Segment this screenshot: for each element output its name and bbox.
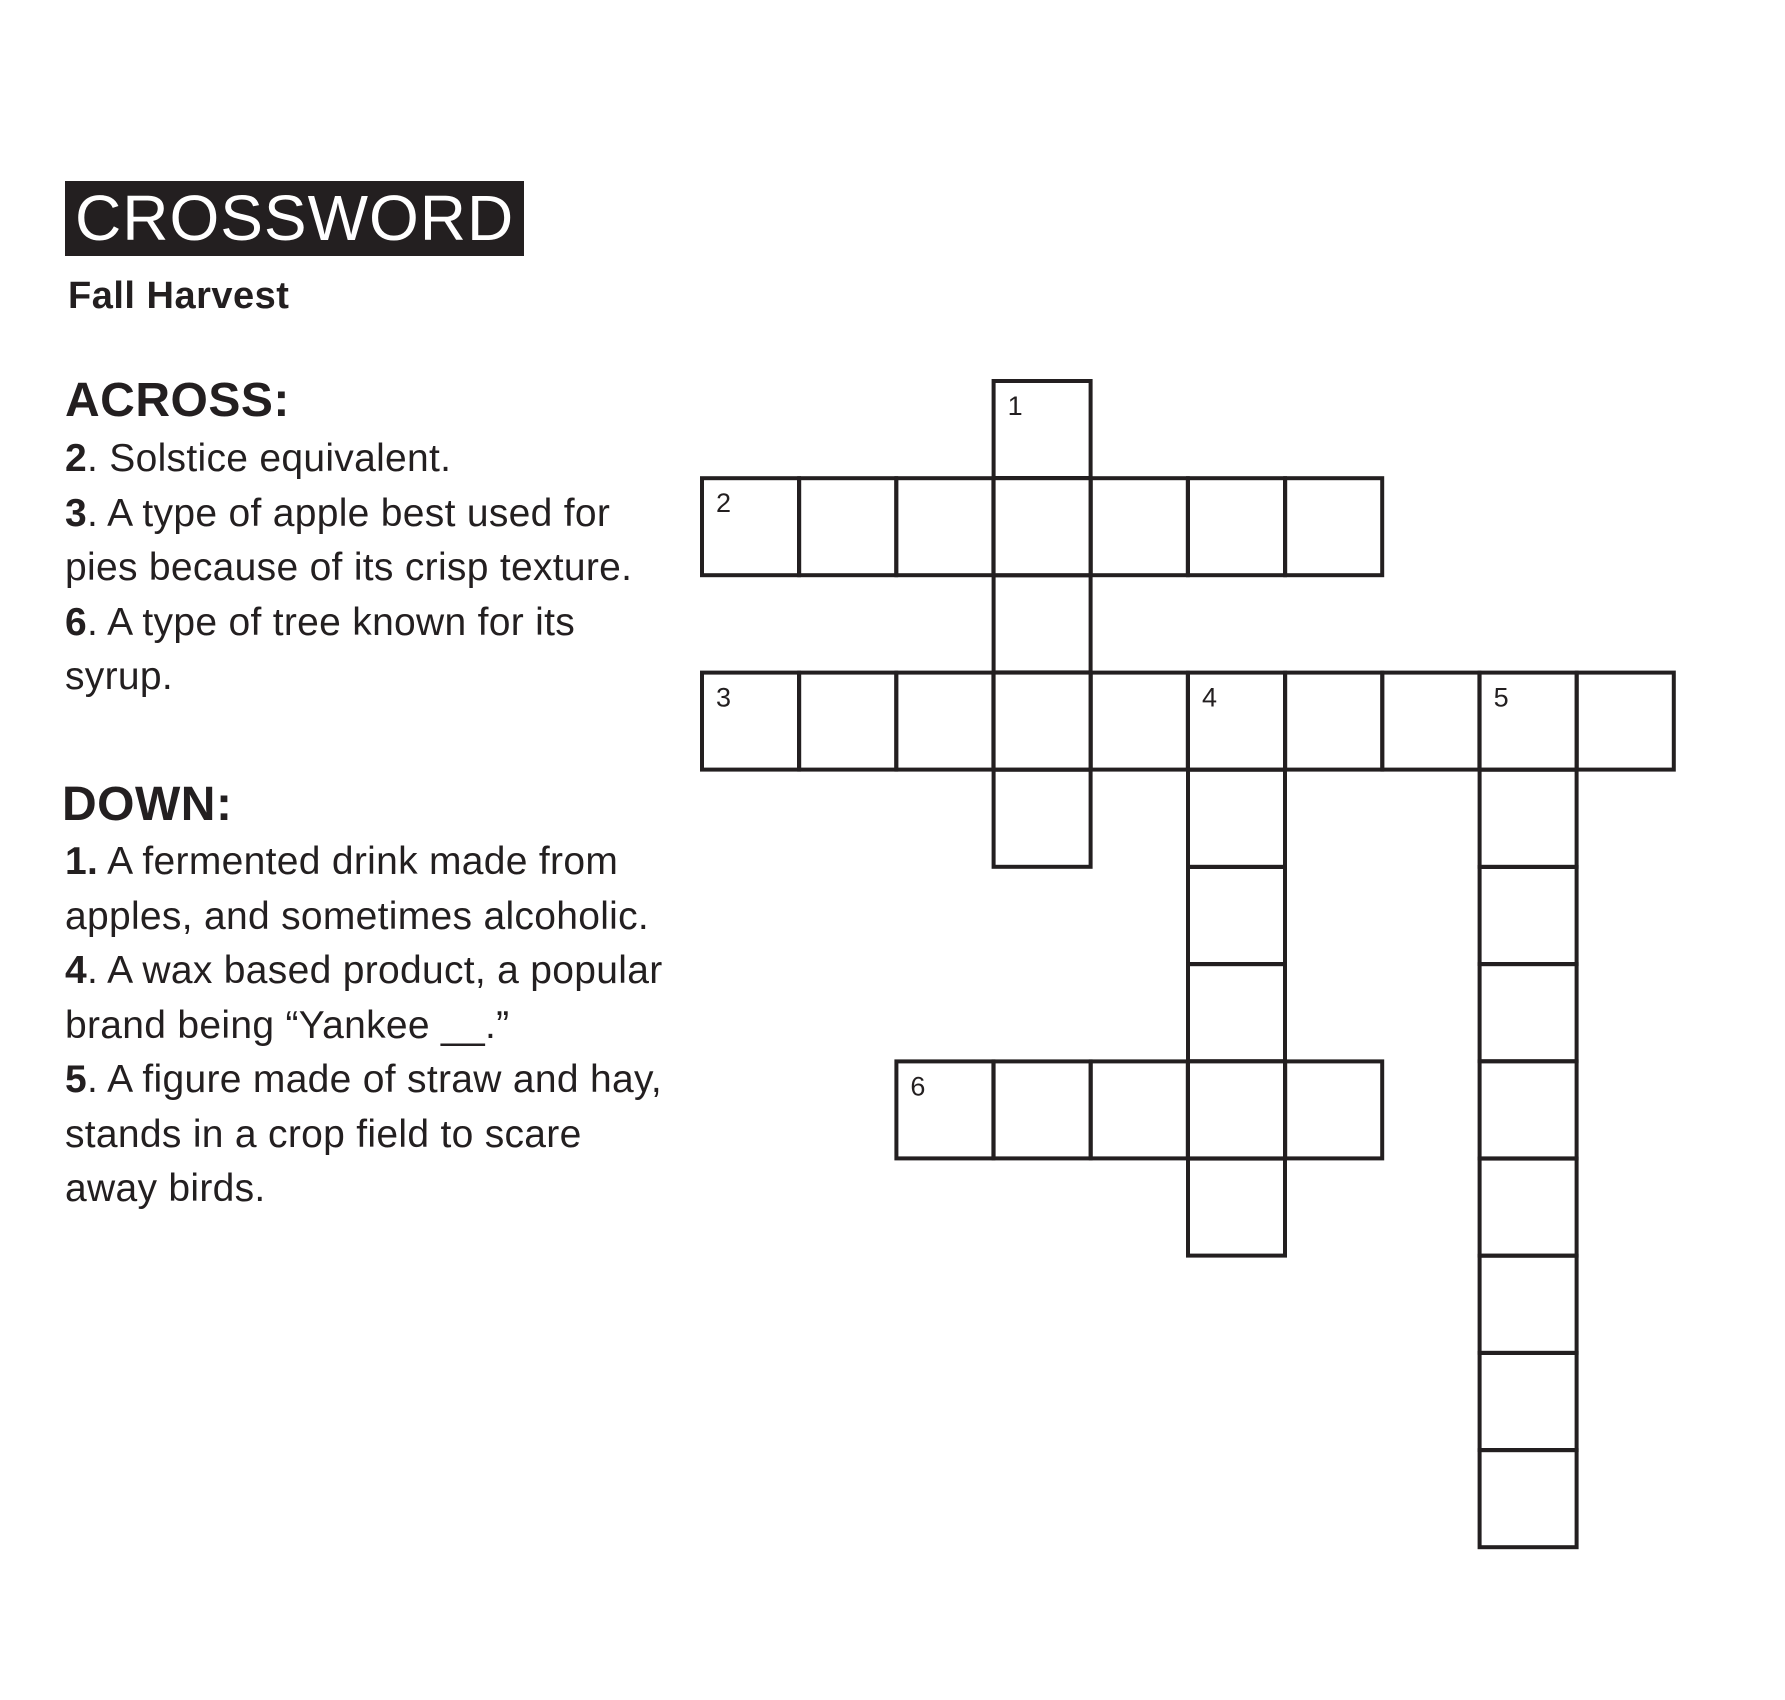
grid-cell[interactable] — [1577, 673, 1674, 770]
grid-cell[interactable] — [1091, 673, 1188, 770]
clue-number: 4 — [65, 949, 87, 992]
clue-number: 2 — [65, 437, 87, 480]
clue-text: A fermented drink made from apples, and sometimes alcoholic. — [65, 840, 650, 938]
grid-cell[interactable] — [1188, 1159, 1285, 1256]
grid-cell[interactable] — [1480, 964, 1577, 1061]
down-heading: DOWN: — [62, 778, 233, 831]
clue-number: 3 — [65, 491, 87, 535]
across-heading: ACROSS: — [65, 374, 290, 427]
clue-text: . A type of apple best used for pies because of its crisp texture. — [65, 491, 633, 589]
grid-cell[interactable] — [896, 478, 993, 575]
grid-cell[interactable] — [1188, 478, 1285, 575]
grid-cell[interactable] — [1285, 478, 1382, 575]
grid-cell[interactable] — [994, 673, 1091, 770]
grid-cell[interactable] — [1188, 964, 1285, 1061]
cell-number: 1 — [1007, 391, 1023, 421]
clue-number: 1. — [65, 840, 99, 883]
grid-cell[interactable] — [1091, 1061, 1188, 1158]
grid-cell[interactable] — [896, 673, 993, 770]
grid-cell[interactable] — [799, 478, 896, 575]
grid-cell[interactable] — [1480, 1061, 1577, 1158]
grid-cell[interactable] — [1480, 1159, 1577, 1256]
grid-cell[interactable] — [994, 575, 1091, 672]
puzzle-title: CROSSWORD — [65, 181, 524, 256]
cell-number: 4 — [1202, 682, 1218, 713]
clue-number: 6 — [65, 600, 87, 644]
grid-cell[interactable] — [1091, 478, 1188, 575]
grid-cell[interactable] — [1480, 1450, 1577, 1547]
clue-text: . Solstice equivalent. — [87, 437, 452, 480]
grid-cell[interactable] — [1188, 1061, 1285, 1158]
clue-text: . A wax based product, a popular brand being “Yankee __.” — [65, 949, 663, 1047]
grid-cell[interactable] — [994, 770, 1091, 867]
grid-cell[interactable] — [994, 478, 1091, 575]
grid-cell[interactable] — [994, 1061, 1091, 1158]
grid-cell[interactable] — [1480, 1353, 1577, 1450]
clue-text: . A figure made of straw and hay, stands in a crop field to scare away birds. — [65, 1058, 662, 1210]
clue-number: 5 — [65, 1058, 87, 1101]
grid-cell[interactable] — [1480, 867, 1577, 964]
grid-cell[interactable] — [1188, 770, 1285, 867]
clue-text: . A type of tree known for its syrup. — [65, 600, 576, 698]
grid-cell[interactable] — [1480, 770, 1577, 867]
grid-cell[interactable] — [799, 673, 896, 770]
puzzle-subtitle: Fall Harvest — [68, 275, 290, 317]
grid-cell[interactable] — [1382, 673, 1479, 770]
cell-number: 3 — [716, 682, 732, 713]
cell-number: 2 — [716, 488, 732, 519]
grid-cell[interactable] — [1188, 867, 1285, 964]
cell-number: 5 — [1493, 682, 1509, 713]
grid-cell[interactable] — [1285, 1061, 1382, 1158]
grid-cell[interactable] — [1285, 673, 1382, 770]
cell-number: 6 — [910, 1071, 926, 1102]
grid-cell[interactable] — [1480, 1256, 1577, 1353]
